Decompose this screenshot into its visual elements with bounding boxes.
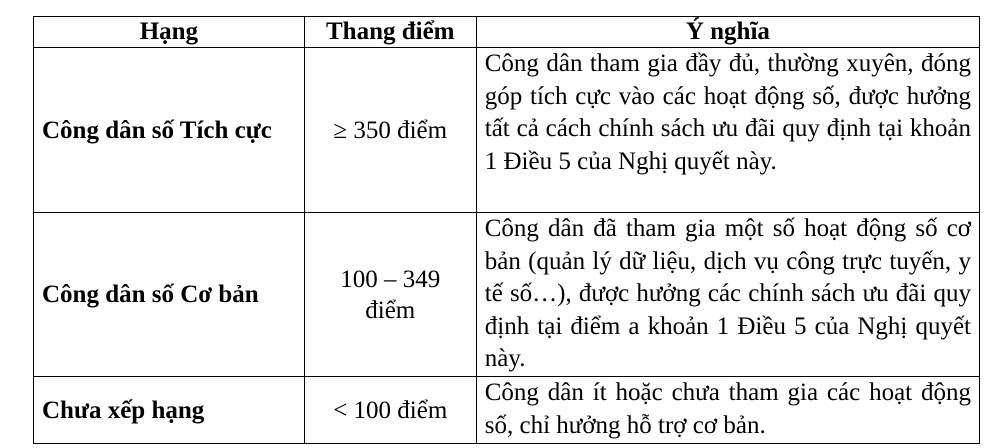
header-score: Thang điểm bbox=[304, 17, 476, 48]
header-meaning: Ý nghĩa bbox=[476, 17, 979, 48]
meaning-cell: Công dân tham gia đầy đủ, thường xuyên, đóng góp tích cực vào các hoạt động số, được hưởng tất cả cách chính sách ưu đãi quy định tại khoản 1 Điều 5 của Nghị quyết này. bbox=[476, 48, 979, 213]
table-header-row bbox=[34, 17, 980, 48]
rank-cell: Công dân số Tích cực bbox=[34, 48, 305, 213]
score-cell: ≥ 350 điểm bbox=[304, 48, 476, 213]
meaning-cell: Công dân đã tham gia một số hoạt động số cơ bản (quản lý dữ liệu, dịch vụ công trực tuyến, y tế số…), được hưởng các chính sách ưu đãi quy định tại điểm a khoản 1 Điều 5 của Nghị quyết này. bbox=[476, 213, 979, 377]
score-cell: 100 – 349 điểm bbox=[304, 213, 476, 377]
table-row bbox=[34, 213, 980, 377]
header-rank: Hạng bbox=[34, 17, 305, 48]
rank-cell: Chưa xếp hạng bbox=[34, 377, 305, 444]
score-cell: < 100 điểm bbox=[304, 377, 476, 444]
meaning-cell: Công dân ít hoặc chưa tham gia các hoạt động số, chỉ hưởng hỗ trợ cơ bản. bbox=[476, 377, 979, 444]
ranking-table bbox=[33, 16, 980, 444]
rank-cell: Công dân số Cơ bản bbox=[34, 213, 305, 377]
table-row bbox=[34, 377, 980, 444]
table-row bbox=[34, 48, 980, 213]
